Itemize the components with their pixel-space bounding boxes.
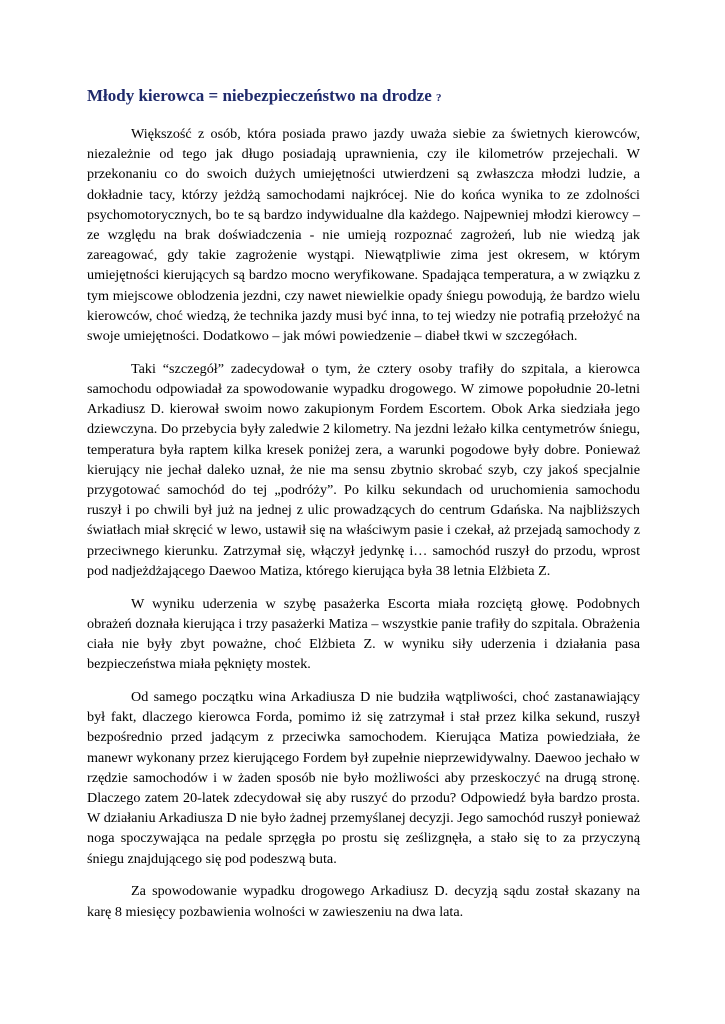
title-text: Młody kierowca = niebezpieczeństwo na drodze	[87, 86, 432, 105]
paragraph-1: Większość z osób, która posiada prawo jazdy uważa siebie za świetnych kierowców, niezależnie od tego jak długo posiadają uprawnienia, czy ile kilometrów przejechali. W przekonaniu co do swoich dużych umiejętności utwierdzeni są zwłaszcza młodzi ludzie, a dokładnie tacy, którzy jeżdżą samochodami najkrócej. Nie do końca wynika to ze zdolności psychomotorycznych, bo te są bardzo indywidualne dla każdego. Najpewniej młodzi kierowcy – ze względu na brak doświadczenia - nie umieją rozpoznać zagrożeń, lub nie wiedzą jak zareagować, gdy takie zagrożenie wystąpi. Niewątpliwie zima jest okresem, w którym umiejętności kierujących są bardzo mocno weryfikowane. Spadająca temperatura, a w związku z tym miejscowe oblodzenia jezdni, czy nawet niewielkie opady śniegu powodują, że bardzo wielu kierowców, choć wiedzą, że technika jazdy musi być inna, to tej wiedzy nie potrafią przełożyć na swoje umiejętności. Dodatkowo – jak mówi powiedzenie – diabeł tkwi w szczegółach.	[87, 126, 640, 345]
document-title	[87, 86, 640, 108]
paragraph-4: Od samego początku wina Arkadiusza D nie budziła wątpliwości, choć zastanawiający był fakt, dlaczego kierowca Forda, pomimo iż się zatrzymał i stał przez kilka sekund, ruszył bezpośrednio przed jadącym z przeciwka samochodem. Kierująca Matiza powiedziała, że manewr wykonany przez kierującego Fordem był zupełnie nieprzewidywalny. Daewoo jechało w rzędzie samochodów i w żaden sposób nie było możliwości aby przeskoczyć na drugą stronę. Dlaczego zatem 20-latek zdecydował się aby ruszyć do przodu? Odpowiedź była bardzo prosta. W działaniu Arkadiusza D nie było żadnej przemyślanej decyzji. Jego samochód ruszył ponieważ noga spoczywająca na pedale sprzęgła po prostu się ześlizgnęła, a stało się to za przyczyną śniegu znajdującego się pod podeszwą buta.	[87, 689, 640, 867]
paragraph-2: Taki “szczegół” zadecydował o tym, że cztery osoby trafiły do szpitala, a kierowca samochodu odpowiadał za spowodowanie wypadku drogowego. W zimowe popołudnie 20-letni Arkadiusz D. kierował swoim nowo zakupionym Fordem Escortem. Obok Arka siedziała jego dziewczyna. Do przebycia były zaledwie 2 kilometry. Na jezdni leżało kilka centymetrów śniegu, temperatura była raptem kilka kresek poniżej zera, a warunki pogodowe były dobre. Ponieważ kierujący nie jechał daleko uznał, że nie ma sensu zbytnio skrobać szyb, czy jakoś specjalnie przygotować samochód do tej „podróży”. Po kilku sekundach od uruchomienia samochodu ruszył i po chwili był już na jednej z ulic prowadzących do centrum Gdańska. Na najbliższych światłach miał skręcić w lewo, ustawił się na właściwym pasie i czekał, aż przejadą samochody z przeciwnego kierunku. Zatrzymał się, włączył jedynkę i… samochód ruszył do przodu, wprost pod nadjeżdżającego Daewoo Matiza, którego kierująca była 38 letnia Elżbieta Z.	[87, 360, 640, 579]
title-question-mark: ?	[436, 92, 442, 104]
document-page	[87, 86, 640, 934]
paragraph-5: Za spowodowanie wypadku drogowego Arkadiusz D. decyzją sądu został skazany na karę 8 miesięcy pozbawienia wolności w zawieszeniu na dwa lata.	[87, 883, 640, 920]
paragraph-3: W wyniku uderzenia w szybę pasażerka Escorta miała rozciętą głowę. Podobnych obrażeń doznała kierująca i trzy pasażerki Matiza – wszystkie panie trafiły do szpitala. Obrażenia ciała nie były zbyt poważne, choć Elżbieta Z. w wyniku siły uderzenia i działania pasa bezpieczeństwa miała pęknięty mostek.	[87, 595, 640, 673]
